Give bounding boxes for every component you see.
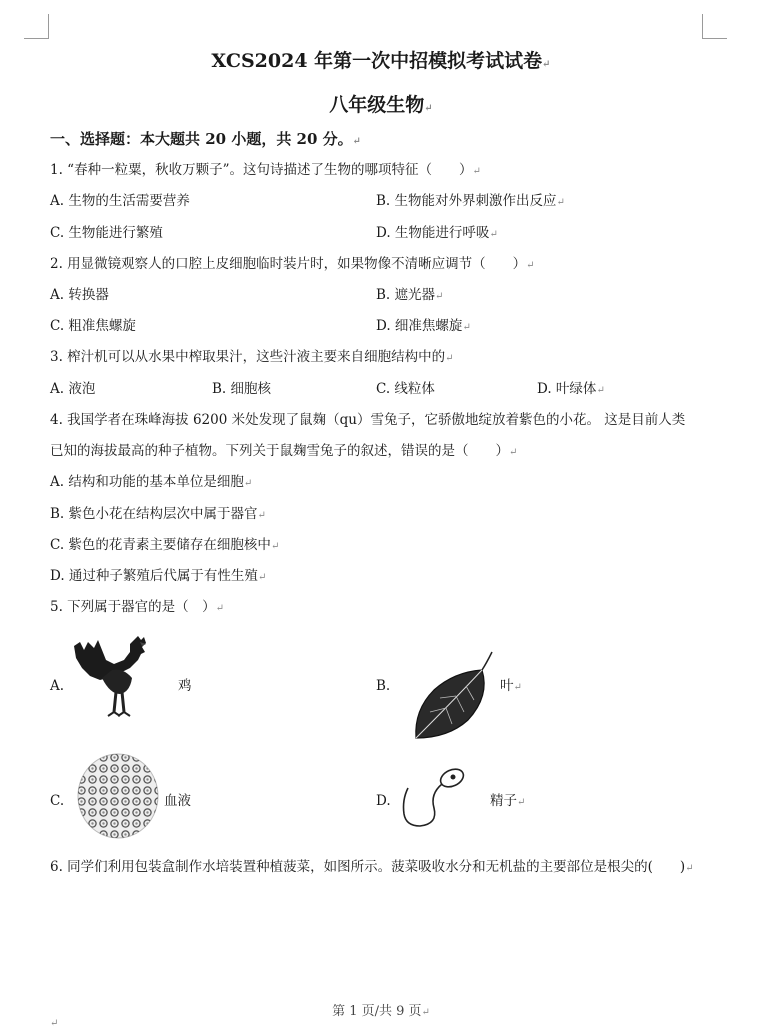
question-5-option-a-label: 鸡 <box>178 678 192 694</box>
paragraph-mark: ↵ <box>542 59 551 70</box>
question-5-option-c-letter: C. <box>50 793 65 809</box>
question-5-option-a-letter: A. <box>50 678 65 694</box>
question-5-option-c-label: 血液 <box>164 793 191 809</box>
question-3-stem: 3. 榨汁机可以从水果中榨取果汁，这些汁液主要来自细胞结构中的↵ <box>50 349 454 365</box>
question-4-option-d: D. 通过种子繁殖后代属于有性生殖↵ <box>50 568 267 584</box>
question-5-stem: 5. 下列属于器官的是（ ）↵ <box>50 599 225 615</box>
blood-cells-image <box>76 752 160 840</box>
question-4-stem-line-2: 已知的海拔最高的种子植物。下列关于鼠麹雪兔子的叙述，错误的是（ ）↵ <box>50 443 518 459</box>
question-5-option-d-letter: D. <box>376 793 391 809</box>
question-2-option-a: A. 转换器 <box>50 287 109 303</box>
paragraph-mark: ↵ <box>424 103 433 114</box>
section-heading: 一、选择题：本大题共 20 小题，共 20 分。↵ <box>50 130 362 148</box>
question-2-option-c: C. 粗准焦螺旋 <box>50 318 136 334</box>
question-3-option-a: A. 液泡 <box>50 381 96 397</box>
crop-mark-top-right <box>702 14 727 39</box>
question-5-option-b-label: 叶↵ <box>500 678 522 694</box>
question-4-option-b: B. 紫色小花在结构层次中属于器官↵ <box>50 506 266 522</box>
question-4-option-c: C. 紫色的花青素主要储存在细胞核中↵ <box>50 537 280 553</box>
question-2-stem: 2. 用显微镜观察人的口腔上皮细胞临时装片时，如果物像不清晰应调节（ ）↵ <box>50 256 535 272</box>
paragraph-mark: ↵ <box>50 1018 59 1029</box>
exam-title: XCS2024 年第一次中招模拟考试试卷↵ <box>211 50 551 72</box>
sperm-cell-image <box>400 764 474 832</box>
question-1-option-a: A. 生物的生活需要营养 <box>50 193 190 209</box>
question-3-option-b: B. 细胞核 <box>212 381 272 397</box>
page-footer: 第 1 页/共 9 页↵ <box>332 1004 430 1019</box>
rooster-image <box>72 634 158 726</box>
question-1-option-d: D. 生物能进行呼吸↵ <box>376 225 498 241</box>
question-1-option-b: B. 生物能对外界刺激作出反应↵ <box>376 193 565 209</box>
question-1-option-c: C. 生物能进行繁殖 <box>50 225 163 241</box>
leaf-image <box>408 650 494 742</box>
question-6-stem: 6. 同学们利用包装盒制作水培装置种植菠菜，如图所示。菠菜吸收水分和无机盐的主要部位是根尖的( )↵ <box>50 859 694 875</box>
question-3-option-d: D. 叶绿体↵ <box>537 381 605 397</box>
question-3-option-c: C. 线粒体 <box>376 381 435 397</box>
question-2-option-b: B. 遮光器↵ <box>376 287 444 303</box>
question-5-option-b-letter: B. <box>376 678 391 694</box>
crop-mark-top-left <box>24 14 49 39</box>
question-5-option-d-label: 精子↵ <box>490 793 526 809</box>
question-4-option-a: A. 结构和功能的基本单位是细胞↵ <box>50 474 253 490</box>
question-1-stem: 1. “春种一粒粟，秋收万颗子”。这句诗描述了生物的哪项特征（ ）↵ <box>50 162 481 178</box>
question-4-stem-line-1: 4. 我国学者在珠峰海拔 6200 米处发现了鼠麹（qu）雪兔子，它骄傲地绽放着紫色的小花。 这是目前人类 <box>50 412 686 428</box>
exam-subtitle: 八年级生物↵ <box>329 94 433 116</box>
question-2-option-d: D. 细准焦螺旋↵ <box>376 318 471 334</box>
